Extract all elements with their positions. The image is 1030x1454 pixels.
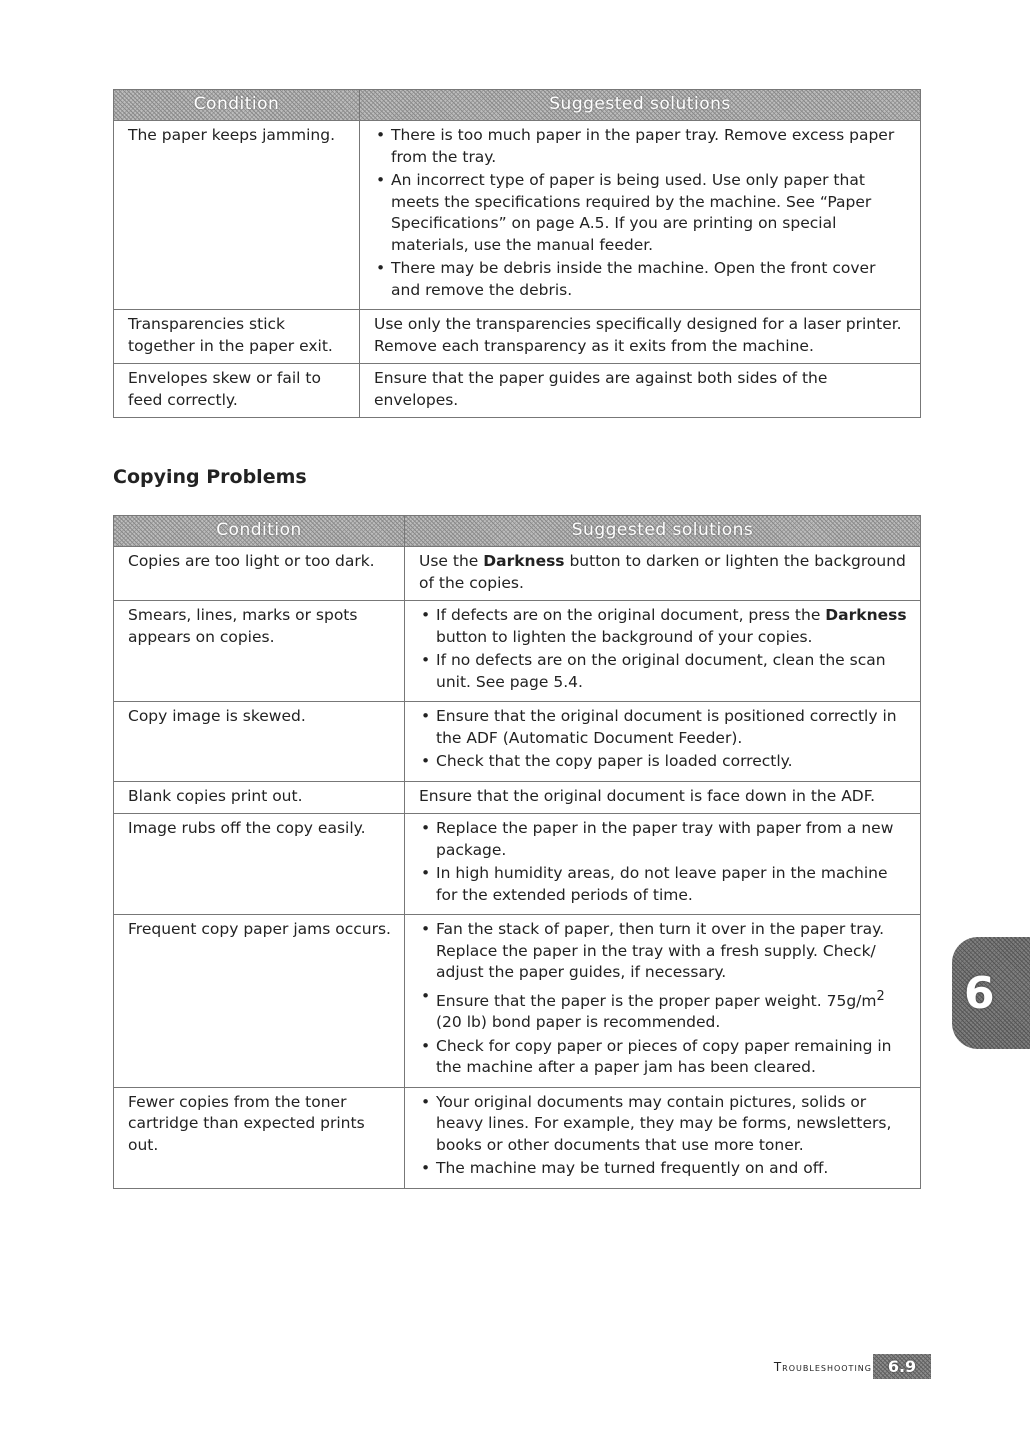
solution-bullet: • The machine may be turned frequently on and off.	[419, 1158, 908, 1180]
table-row	[114, 915, 921, 1088]
solution-cell	[405, 702, 921, 782]
condition-cell: Copy image is skewed.	[114, 702, 405, 782]
darkness-term: Darkness	[483, 552, 565, 570]
solution-text: (20 lb) bond paper is recommended.	[436, 1013, 721, 1032]
solution-cell: Ensure that the original document is face down in the ADF.	[405, 781, 921, 814]
table-row	[114, 601, 921, 702]
solution-cell	[405, 915, 921, 1088]
solution-text: Ensure that the paper is the proper paper weight. 75g/m	[436, 991, 877, 1010]
solution-cell	[405, 547, 921, 601]
solution-text: If defects are on the original document, press the	[436, 606, 826, 624]
table-row	[114, 547, 921, 601]
table-row	[114, 310, 921, 364]
table-row	[114, 364, 921, 418]
solution-bullet: • If no defects are on the original document, clean the scan unit. See page 5.4.	[419, 650, 908, 693]
solution-bullet: • Check that the copy paper is loaded correctly.	[419, 751, 908, 773]
solution-bullet: • In high humidity areas, do not leave paper in the machine for the extended periods of time.	[419, 863, 908, 906]
solutions-header: Suggested solutions	[360, 90, 921, 121]
solution-bullet: • Replace the paper in the paper tray with paper from a new package.	[419, 818, 908, 861]
solution-cell	[405, 601, 921, 702]
solution-bullet: • Fan the stack of paper, then turn it over in the paper tray. Replace the paper in the tray with a fresh supply. Check/ adjust the paper guides, if necessary.	[419, 919, 908, 984]
solution-bullet: • Ensure that the original document is positioned correctly in the ADF (Automatic Document Feeder).	[419, 706, 908, 749]
condition-cell: The paper keeps jamming.	[114, 121, 360, 310]
condition-cell: Envelopes skew or fail to feed correctly.	[114, 364, 360, 418]
solution-text: Use the	[419, 552, 484, 570]
table-row	[114, 702, 921, 782]
solution-bullet: • Your original documents may contain pictures, solids or heavy lines. For example, they may be forms, newsletters, books or other documents that use more toner.	[419, 1092, 908, 1157]
page-number: 6.9	[873, 1354, 931, 1379]
copying-problems-table	[113, 515, 921, 1189]
solution-text: button to lighten the background of your copies.	[436, 627, 813, 646]
table-row	[114, 1087, 921, 1188]
condition-header: Condition	[114, 90, 360, 121]
solution-bullet: • Check for copy paper or pieces of copy paper remaining in the machine after a paper jam has been cleared.	[419, 1036, 908, 1079]
solution-bullet: • There is too much paper in the paper tray. Remove excess paper from the tray.	[374, 125, 908, 168]
table-row	[114, 781, 921, 814]
darkness-term: Darkness	[825, 606, 907, 624]
table-row	[114, 814, 921, 915]
condition-header: Condition	[114, 516, 405, 547]
solutions-header: Suggested solutions	[405, 516, 921, 547]
solution-bullet: • An incorrect type of paper is being used. Use only paper that meets the specifications required by the machine. See “Paper Specifications” on page A.5. If you are printing on special materials, use the manual feeder.	[374, 170, 908, 256]
solution-cell	[360, 121, 921, 310]
solution-bullet	[419, 986, 908, 1034]
chapter-tab: 6	[952, 937, 1030, 1049]
table-header-row	[114, 90, 921, 121]
solution-cell	[405, 814, 921, 915]
solution-cell: Use only the transparencies specifically designed for a laser printer. Remove each transparency as it exits from the machine.	[360, 310, 921, 364]
condition-cell: Image rubs off the copy easily.	[114, 814, 405, 915]
condition-cell: Frequent copy paper jams occurs.	[114, 915, 405, 1088]
condition-cell: Fewer copies from the toner cartridge than expected prints out.	[114, 1087, 405, 1188]
table-row	[114, 121, 921, 310]
paper-problems-table	[113, 89, 921, 418]
superscript: 2	[876, 988, 885, 1004]
condition-cell: Transparencies stick together in the paper exit.	[114, 310, 360, 364]
solution-bullet: • There may be debris inside the machine. Open the front cover and remove the debris.	[374, 258, 908, 301]
table-header-row	[114, 516, 921, 547]
section-title: Copying Problems	[113, 466, 307, 488]
solution-cell: Ensure that the paper guides are against both sides of the envelopes.	[360, 364, 921, 418]
solution-cell	[405, 1087, 921, 1188]
condition-cell: Copies are too light or too dark.	[114, 547, 405, 601]
solution-bullet	[419, 605, 908, 648]
footer-section-label: Troubleshooting	[773, 1360, 872, 1374]
condition-cell: Smears, lines, marks or spots appears on copies.	[114, 601, 405, 702]
condition-cell: Blank copies print out.	[114, 781, 405, 814]
solution-text: button to darken or lighten the background of the copies.	[419, 552, 906, 592]
